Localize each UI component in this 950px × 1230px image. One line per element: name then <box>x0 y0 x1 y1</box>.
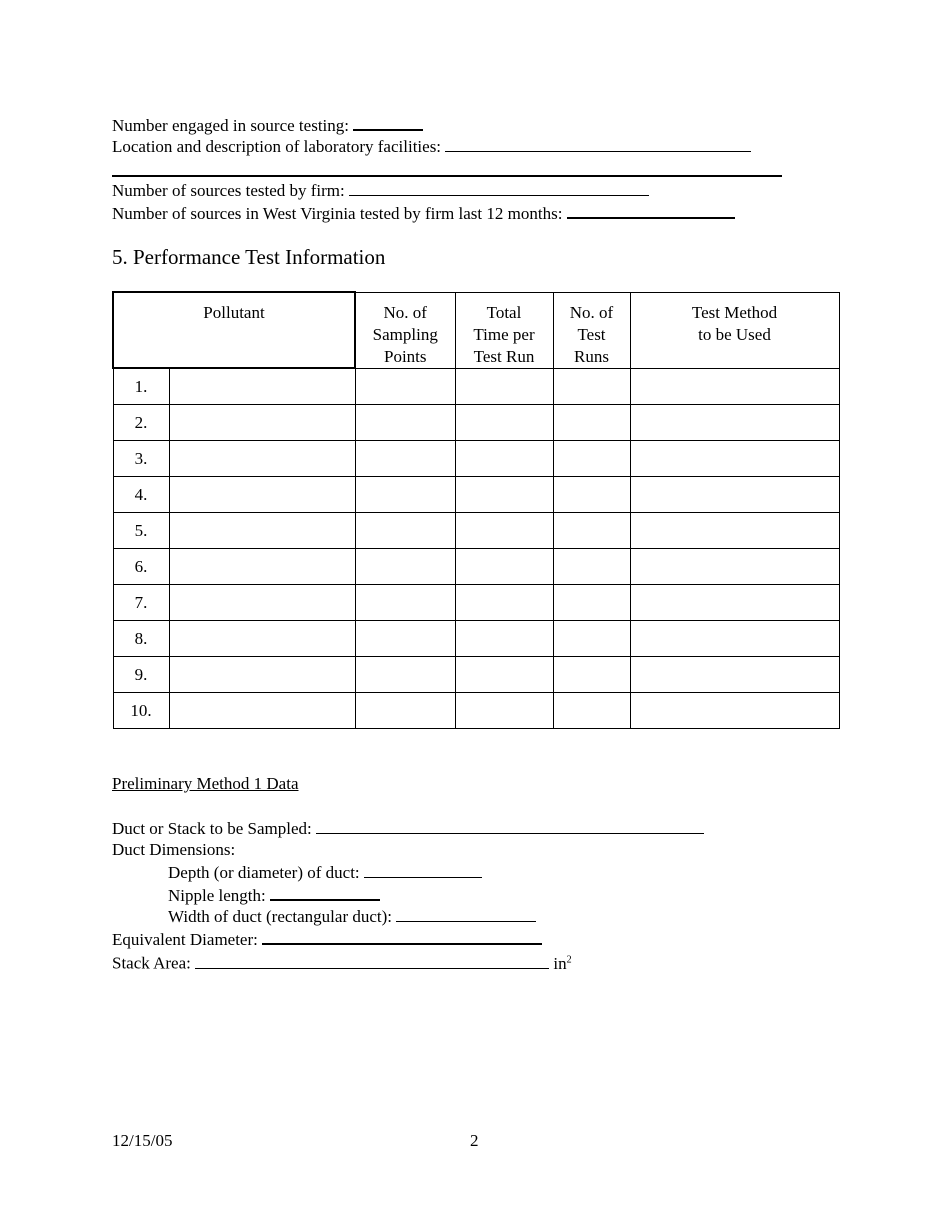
sampling-points-cell[interactable] <box>355 477 455 513</box>
test-method-cell[interactable] <box>630 405 839 441</box>
test-runs-cell[interactable] <box>553 693 630 729</box>
test-method-cell[interactable] <box>630 513 839 549</box>
test-runs-cell[interactable] <box>553 441 630 477</box>
stack-area-exponent: 2 <box>566 954 572 965</box>
pollutant-cell[interactable] <box>169 657 355 693</box>
num-sources-wv-field[interactable] <box>567 202 735 219</box>
test-method-cell[interactable] <box>630 441 839 477</box>
stack-area-row <box>112 950 572 973</box>
stack-area-field[interactable] <box>195 953 549 969</box>
time-per-run-cell[interactable] <box>455 513 553 549</box>
time-per-run-cell[interactable] <box>455 657 553 693</box>
test-runs-cell[interactable] <box>553 585 630 621</box>
row-number: 8. <box>113 621 169 657</box>
test-runs-cell[interactable] <box>553 549 630 585</box>
page-number: 2 <box>470 1131 479 1150</box>
sampling-points-cell[interactable] <box>355 549 455 585</box>
pollutant-cell[interactable] <box>169 477 355 513</box>
sampling-points-cell[interactable] <box>355 441 455 477</box>
width-field[interactable] <box>396 906 536 922</box>
sampling-points-cell[interactable] <box>355 405 455 441</box>
num-sources-label: Number of sources tested by firm: <box>112 181 345 200</box>
num-sources-row <box>112 180 649 200</box>
nipple-field[interactable] <box>270 884 380 901</box>
pollutant-cell[interactable] <box>169 513 355 549</box>
row-number: 6. <box>113 549 169 585</box>
time-per-run-cell[interactable] <box>455 368 553 405</box>
pollutant-cell[interactable] <box>169 693 355 729</box>
sampling-points-cell[interactable] <box>355 585 455 621</box>
table-row <box>113 585 839 621</box>
method1-title: Preliminary Method 1 Data <box>112 774 299 793</box>
header-time-per-run: Total Time per Test Run <box>455 292 553 368</box>
row-number: 7. <box>113 585 169 621</box>
footer-date: 12/15/05 <box>112 1131 173 1150</box>
equiv-diameter-row <box>112 928 542 948</box>
test-method-cell[interactable] <box>630 585 839 621</box>
test-runs-cell[interactable] <box>553 368 630 405</box>
table-row <box>113 693 839 729</box>
num-sources-field[interactable] <box>349 180 649 196</box>
section-title: 5. Performance Test Information <box>112 245 386 269</box>
table-row <box>113 621 839 657</box>
time-per-run-cell[interactable] <box>455 441 553 477</box>
duct-stack-label: Duct or Stack to be Sampled: <box>112 819 312 838</box>
depth-label: Depth (or diameter) of duct: <box>168 863 360 882</box>
lab-location-field[interactable] <box>445 136 751 152</box>
time-per-run-cell[interactable] <box>455 621 553 657</box>
table-row <box>113 368 839 405</box>
test-runs-cell[interactable] <box>553 513 630 549</box>
row-number: 10. <box>113 693 169 729</box>
num-sources-wv-label: Number of sources in West Virginia tested by firm last 12 months: <box>112 204 563 223</box>
table-row <box>113 405 839 441</box>
duct-dimensions-row <box>112 840 235 860</box>
test-runs-cell[interactable] <box>553 621 630 657</box>
pollutant-cell[interactable] <box>169 441 355 477</box>
test-method-cell[interactable] <box>630 477 839 513</box>
row-number: 5. <box>113 513 169 549</box>
nipple-row <box>168 884 380 904</box>
pollutant-cell[interactable] <box>169 585 355 621</box>
header-sampling-points: No. of Sampling Points <box>355 292 455 368</box>
row-number: 9. <box>113 657 169 693</box>
row-number: 4. <box>113 477 169 513</box>
duct-stack-row <box>112 818 704 838</box>
pollutant-cell[interactable] <box>169 405 355 441</box>
performance-test-table <box>112 291 840 729</box>
pollutant-cell[interactable] <box>169 549 355 585</box>
sampling-points-cell[interactable] <box>355 693 455 729</box>
num-engaged-row <box>112 114 423 134</box>
table-row <box>113 441 839 477</box>
test-method-cell[interactable] <box>630 621 839 657</box>
table-row <box>113 549 839 585</box>
time-per-run-cell[interactable] <box>455 549 553 585</box>
sampling-points-cell[interactable] <box>355 621 455 657</box>
test-method-cell[interactable] <box>630 368 839 405</box>
num-engaged-label: Number engaged in source testing: <box>112 116 349 135</box>
sampling-points-cell[interactable] <box>355 368 455 405</box>
equiv-diameter-field[interactable] <box>262 928 542 945</box>
nipple-label: Nipple length: <box>168 886 266 905</box>
row-number: 3. <box>113 441 169 477</box>
row-number: 2. <box>113 405 169 441</box>
num-engaged-field[interactable] <box>353 114 423 131</box>
table-row <box>113 477 839 513</box>
time-per-run-cell[interactable] <box>455 585 553 621</box>
sampling-points-cell[interactable] <box>355 657 455 693</box>
header-test-runs: No. of Test Runs <box>553 292 630 368</box>
test-method-cell[interactable] <box>630 657 839 693</box>
row-number: 1. <box>113 368 169 405</box>
width-label: Width of duct (rectangular duct): <box>168 907 393 926</box>
equiv-diameter-label: Equivalent Diameter: <box>112 930 258 949</box>
depth-row <box>168 862 482 882</box>
stack-area-unit: $in^2$ <box>553 953 572 973</box>
test-runs-cell[interactable] <box>553 405 630 441</box>
time-per-run-cell[interactable] <box>455 693 553 729</box>
test-runs-cell[interactable] <box>553 657 630 693</box>
test-method-cell[interactable] <box>630 549 839 585</box>
duct-stack-field[interactable] <box>316 818 704 834</box>
table-row <box>113 657 839 693</box>
num-sources-wv-row <box>112 202 735 222</box>
lab-location-row <box>112 136 751 156</box>
test-method-cell[interactable] <box>630 693 839 729</box>
test-runs-cell[interactable] <box>553 477 630 513</box>
header-pollutant: Pollutant <box>113 292 355 368</box>
table-row <box>113 513 839 549</box>
depth-field[interactable] <box>364 862 482 878</box>
pollutant-cell[interactable] <box>169 621 355 657</box>
duct-dimensions-label: Duct Dimensions: <box>112 840 236 859</box>
time-per-run-cell[interactable] <box>455 477 553 513</box>
pollutant-cell[interactable] <box>169 368 355 405</box>
time-per-run-cell[interactable] <box>455 405 553 441</box>
lab-location-continuation-line[interactable] <box>112 175 782 177</box>
stack-area-label: Stack Area: <box>112 953 191 973</box>
sampling-points-cell[interactable] <box>355 513 455 549</box>
header-test-method: Test Method to be Used <box>630 292 839 368</box>
width-row <box>168 906 536 926</box>
lab-location-label: Location and description of laboratory facilities: <box>112 137 442 156</box>
